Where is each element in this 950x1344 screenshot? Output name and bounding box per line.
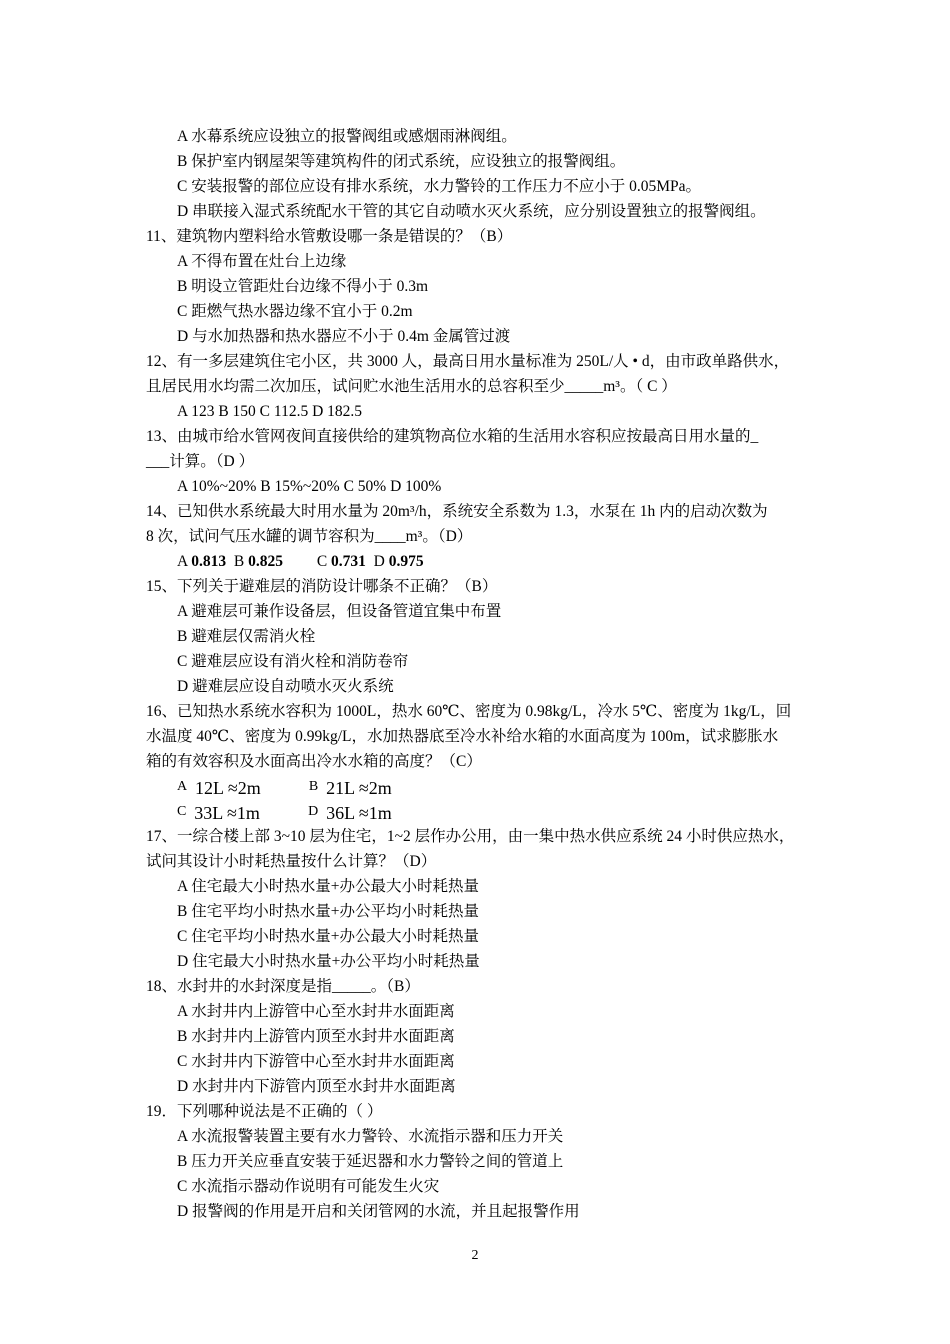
option-line: C 水封井内下游管中心至水封井水面距离 <box>177 1053 455 1070</box>
question-line: 8 次，试问气压水罐的调节容积为____m³。（D） <box>146 528 473 545</box>
q16-option-d-label: D <box>308 804 319 819</box>
option-line: B 水封井内上游管内顶至水封井水面距离 <box>177 1028 455 1045</box>
option-line: A 水封井内上游管中心至水封井水面距离 <box>177 1003 455 1020</box>
q14-option-c-value: 0.731 <box>331 553 366 570</box>
question-line: 水温度 40℃、密度为 0.99kg/L，水加热器底至冷水补给水箱的水面高度为 100m，试求膨胀水 <box>146 728 779 745</box>
q14-option-b-value: 0.825 <box>248 553 283 570</box>
option-line: A 避难层可兼作设备层，但设备管道宜集中布置 <box>177 603 502 620</box>
option-line: D 避难层应设自动喷水灭火系统 <box>177 678 394 695</box>
option-line: A 水幕系统应设独立的报警阀组或感烟雨淋阀组。 <box>177 128 517 145</box>
q14-option-d-label: D <box>373 553 389 570</box>
option-line: A 123 B 150 C 112.5 D 182.5 <box>177 403 363 420</box>
option-line: A 住宅最大小时热水量+办公最大小时耗热量 <box>177 878 479 895</box>
question-line: 箱的有效容积及水面高出冷水水箱的高度？（C） <box>146 753 482 770</box>
option-line: B 避难层仅需消火栓 <box>177 628 316 645</box>
question-line: ___计算。（D ） <box>146 453 255 470</box>
q16-option-b-label: B <box>308 779 319 794</box>
page-number: 2 <box>471 1248 479 1263</box>
q14-options <box>146 549 818 574</box>
option-line: C 安装报警的部位应设有排水系统，水力警铃的工作压力不应小于 0.05MPa。 <box>177 178 701 195</box>
q16-options-row-1 <box>146 774 818 799</box>
q16-option-b-value: 21L ≈2m <box>326 778 392 798</box>
option-line: D 报警阀的作用是开启和关闭管网的水流，并且起报警作用 <box>177 1203 580 1220</box>
option-line: B 明设立管距灶台边缘不得小于 0.3m <box>177 278 429 295</box>
question-line: 11、建筑物内塑料给水管敷设哪一条是错误的？（B） <box>146 228 513 245</box>
q14-option-a-value: 0.813 <box>191 553 227 570</box>
question-line: 15、下列关于避难层的消防设计哪条不正确？（B） <box>146 578 498 595</box>
option-line: C 住宅平均小时热水量+办公最大小时耗热量 <box>177 928 479 945</box>
text-block-2 <box>146 574 818 774</box>
question-line: 19．下列哪种说法是不正确的（ ） <box>146 1103 383 1120</box>
q16-options-row-2 <box>146 799 818 824</box>
question-line: 17、一综合楼上部 3~10 层为住宅，1~2 层作办公用，由一集中热水供应系统 24 小时供应热水， <box>146 828 795 845</box>
option-line: C 距燃气热水器边缘不宜小于 0.2m <box>177 303 413 320</box>
q14-option-a-label: A <box>177 553 192 570</box>
option-line: B 压力开关应垂直安装于延迟器和水力警铃之间的管道上 <box>177 1153 564 1170</box>
option-line: A 水流报警装置主要有水力警铃、水流指示器和压力开关 <box>177 1128 564 1145</box>
question-line: 13、由城市给水管网夜间直接供给的建筑物高位水箱的生活用水容积应按最高日用水量的_ <box>146 428 759 445</box>
option-line: A 10%~20% B 15%~20% C 50% D 100% <box>177 478 442 495</box>
question-line: 16、已知热水系统水容积为 1000L，热水 60℃、密度为 0.98kg/L，冷水 5℃、密度为 1kg/L，回 <box>146 703 792 720</box>
text-block-3 <box>146 824 818 1224</box>
q16-option-a-label: A <box>177 779 188 794</box>
q16-option-c-value: 33L ≈1m <box>194 803 260 823</box>
option-line: A 不得布置在灶台上边缘 <box>177 253 347 270</box>
option-line: C 避难层应设有消火栓和消防卷帘 <box>177 653 409 670</box>
q14-option-c-label: C <box>316 553 332 570</box>
question-line: 12、有一多层建筑住宅小区，共 3000 人，最高日用水量标准为 250L/人 • d，由市政单路供水， <box>146 353 790 370</box>
option-line: D 住宅最大小时热水量+办公平均小时耗热量 <box>177 953 480 970</box>
option-line: B 保护室内钢屋架等建筑构件的闭式系统，应设独立的报警阀组。 <box>177 153 626 170</box>
option-line: D 串联接入湿式系统配水干管的其它自动喷水灭火系统，应分别设置独立的报警阀组。 <box>177 203 766 220</box>
question-line: 试问其设计小时耗热量按什么计算？（D） <box>146 853 437 870</box>
option-line: C 水流指示器动作说明有可能发生火灾 <box>177 1178 440 1195</box>
q14-option-d-value: 0.975 <box>388 553 424 570</box>
option-line: D 与水加热器和热水器应不小于 0.4m 金属管过渡 <box>177 328 511 345</box>
option-line: B 住宅平均小时热水量+办公平均小时耗热量 <box>177 903 479 920</box>
q16-option-c-label: C <box>177 804 187 819</box>
q16-option-d-value: 36L ≈1m <box>326 803 392 823</box>
question-line: 且居民用水均需二次加压，试问贮水池生活用水的总容积至少_____m³。（ C ） <box>146 378 677 395</box>
q14-option-b-label: B <box>233 553 249 570</box>
text-block-1 <box>146 124 818 549</box>
question-line: 14、已知供水系统最大时用水量为 20m³/h，系统安全系数为 1.3，水泵在 1h 内的启动次数为 <box>146 503 768 520</box>
option-line: D 水封井内下游管内顶至水封井水面距离 <box>177 1078 456 1095</box>
question-line: 18、水封井的水封深度是指_____。（B） <box>146 978 420 995</box>
q16-option-a-value: 12L ≈2m <box>195 778 261 798</box>
page-content <box>146 124 818 1224</box>
